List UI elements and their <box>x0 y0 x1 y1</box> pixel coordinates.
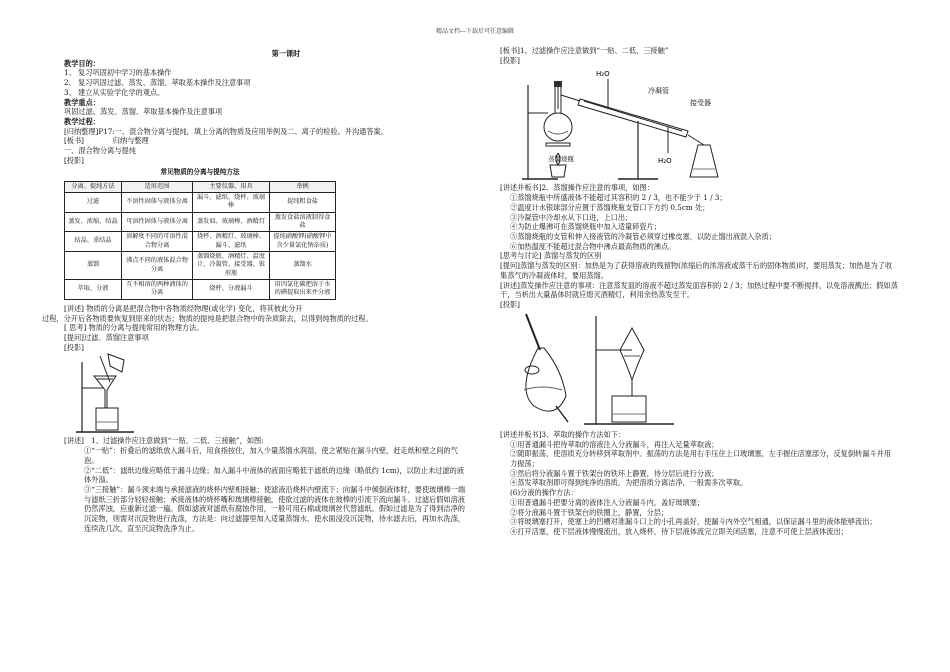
table-cell: 结晶、重结晶 <box>65 232 122 252</box>
extraction-diagram <box>504 310 704 430</box>
table-cell: 烧杯、酒精灯、玻璃棒、漏斗、滤纸 <box>193 232 270 252</box>
distill-rule: ⑤蒸馏烧瓶的支管和伸入接液管的冷凝管必须穿过橡皮塞，以防止馏出液混入杂质； <box>510 232 776 242</box>
explain-line: [讲述] 物质的分离是把混合物中各物质经物理(或化学) 变化，将其彼此分开 <box>64 303 303 313</box>
board-line: [板书]1、过滤操作应注意做到“一贴、二低、三接触” <box>500 46 669 55</box>
table-cell: 烧杯、分液漏斗 <box>193 280 270 300</box>
label-receiver: 接受器 <box>690 99 711 108</box>
discussion-line: [思考与讨论] 蒸馏与蒸发的区别 <box>500 251 602 261</box>
filter-rule-two: ②“二低”：滤纸边缘应略低于漏斗边缘；加入漏斗中液体的液面应略低于滤纸的边缘（略低约 1cm)，以防止未过滤的液体外溢。 <box>84 465 465 485</box>
filter-rule-three: ③“三接触”：漏斗颈末端与承接滤液的烧杯内壁相接触；使滤液沿烧杯内壁流下；向漏斗中倾倒液体时，要使玻璃棒一端与滤纸三折部分轻轻接触；承接液体的烧杯嘴和玻璃棒接触，使欲过滤的液体在玻棒的引流下流向漏斗。过滤后假如溶液仍然浑浊，应重新过滤一遍。假如滤液对滤纸有腐蚀作用，一般可用石棉或玻璃丝代替滤纸。假如过滤是为了得到洁净的沉淀物，则需对沉淀物进行洗涤，方法是：向过滤器里加入适量蒸馏水，使水面浸没沉淀物，待水滤去后，再加水洗涤，连续洗几次，直至沉淀物洗净为止。 <box>84 485 466 533</box>
distill-rule: ④为防止爆沸可在蒸馏烧瓶中加入适量碎瓷片； <box>510 222 661 232</box>
right-column <box>500 46 898 537</box>
extraction-heading: [讲述并板书]3、萃取的操作方法如下： <box>500 429 626 439</box>
separation-step: ①用普通漏斗把要分离的液体注入分液漏斗内，盖好玻璃塞； <box>510 497 705 507</box>
table-row <box>65 280 336 300</box>
table-cell: 不溶性固体与液体分离 <box>122 192 193 212</box>
table-cell: 蒸馏水 <box>270 252 336 280</box>
extraction-step: ②随即振荡，使溶质充分转移到萃取剂中。振荡的方法是用右手压住上口玻璃塞，左手握住活塞部分，反复倒转漏斗并用力振荡； <box>510 449 891 468</box>
board-line: [板书] 归纳与整理 <box>64 136 149 146</box>
label-h2o-bottom: H₂O <box>658 157 672 166</box>
process-heading: 教学过程： <box>64 117 100 127</box>
table-row <box>65 212 336 232</box>
key-heading: 教学重点： <box>64 97 100 107</box>
table-row <box>65 192 336 212</box>
separation-step: ③将玻璃塞打开，使塞上的凹槽对准漏斗口上的小孔再盖好，使漏斗内外空气相通，以保证漏斗里的液体能够流出； <box>510 517 877 527</box>
extraction-step: ④蒸发萃取剂即可得到纯净的溶质。为把溶质分离洁净，一般需多次萃取。 <box>510 478 748 488</box>
table-header-cell: 分离、提纯方法 <box>65 181 122 192</box>
distill-vs-evaporate: [提问]蒸馏与蒸发的区别：加热是为了获得溶液的残留物(浓缩后的浓溶液或蒸干后的固体物质)时，要用蒸发；加热是为了收集蒸气的冷凝液体时，要用蒸馏。 <box>500 261 893 280</box>
filtration-diagram <box>70 352 140 436</box>
separation-table <box>64 181 336 300</box>
question-line: [提问]过滤、蒸馏注意事项 <box>64 332 149 342</box>
extraction-step: ③然后将分液漏斗置于铁架台的铁环上静置，待分层后进行分液； <box>510 468 719 478</box>
explain-line: 过程，分开后各物质要恢复到原来的状态；物质的提纯是把混合物中的杂质除去，以得到纯物质的过程。 <box>42 313 373 323</box>
key-text: 巩固过滤、蒸发、蒸馏、萃取基本操作及注意事项 <box>64 107 223 117</box>
distillation-diagram <box>518 65 748 183</box>
table-cell: 蒸发皿、玻璃棒、酒精灯 <box>193 212 270 232</box>
goal-item: 2、 复习巩固过滤、蒸发、蒸馏、萃取基本操作及注意事项 <box>64 78 251 88</box>
separation-heading: (6)分液的操作方法： <box>510 488 578 498</box>
goals-heading: 教学目的： <box>64 58 100 68</box>
table-row <box>65 252 336 280</box>
table-cell: 漏斗、滤纸、烧杯、玻璃棒 <box>193 192 270 212</box>
distill-rule: ①蒸馏烧瓶中所盛液体不能超过其容积的 2 / 3，也不能少于 1 / 3； <box>510 193 727 203</box>
evaporation-rules: [讲述]蒸发操作应注意的事项：注意蒸发皿的溶液不超过蒸发皿容积的 2 / 3；加热过程中要不断搅拌，以免溶液溅出；假如蒸干，当析出大量晶体时就应熄灭酒精灯，利用余热蒸发至干。 <box>500 280 898 300</box>
label-h2o-top: H₂O <box>596 70 610 79</box>
table-cell: 蒸发、浓缩、结晶 <box>65 212 122 232</box>
separation-step: ④打开活塞，使下层液体慢慢流出，放入烧杯，待下层液体流完立即关闭活塞，注意不可使上层液体流出； <box>510 526 848 536</box>
distill-rule: ③冷凝管中冷却水从下口进，上口出； <box>510 212 633 222</box>
goal-item: 1、 复习巩固初中学习的基本操作 <box>64 68 172 78</box>
table-cell: 提纯硝酸钾(硝酸钾中含少量氯化钠杂质) <box>270 232 336 252</box>
distill-rule: ②温度计水银球部分应置于蒸馏烧瓶支管口下方约 0.5cm 处； <box>510 202 710 212</box>
filter-rule-one: ①“一贴”：折叠后的滤纸放入漏斗后，用食指按住，加入少量蒸馏水润湿，使之紧贴在漏斗内壁，赶走纸和壁之间的气泡。 <box>84 446 458 465</box>
table-caption: 常见物质的分离与提纯方法 <box>160 167 240 176</box>
table-cell: 蒸发食盐溶液制得食盐 <box>270 212 336 232</box>
table-cell: 蒸馏烧瓶、酒精灯、温度计、冷凝管、接受器、锥形瓶 <box>193 252 270 280</box>
table-cell: 互不相溶的两种液体的分离 <box>122 280 193 300</box>
projection-label: [投影] <box>64 155 84 165</box>
projection-label: [投影] <box>500 55 520 65</box>
separation-step: ②将分液漏斗置于铁架台的铁圈上，静置，分层； <box>510 507 669 517</box>
distill-rule: ⑥加热温度不能超过混合物中沸点最高物质的沸点。 <box>510 241 676 251</box>
table-header-row <box>65 181 336 192</box>
lesson-title: 第一课时 <box>271 49 301 58</box>
section-heading: 一、混合物分离与提纯 <box>64 146 136 156</box>
table-cell: 沸点不同的液体混合物分离 <box>122 252 193 280</box>
goal-item: 3、 建立从实验学化学的观点。 <box>64 87 165 97</box>
table-cell: 可溶性固体与液体分离 <box>122 212 193 232</box>
table-cell: 蒸馏 <box>65 252 122 280</box>
label-condenser: 冷凝管 <box>648 87 669 96</box>
table-header-cell: 适用范围 <box>122 181 193 192</box>
extraction-step: ①用普通漏斗把待萃取的溶液注入分液漏斗，再注入足量萃取液； <box>510 439 719 449</box>
left-column <box>42 46 468 534</box>
projection-label: [投影] <box>64 342 84 352</box>
summary-line: [归纳整理]P17:一、混合物分离与提纯，填上分离的物质及应用举例及二、离子的检验。并沟通答案。 <box>64 126 388 136</box>
projection-label: [投影] <box>500 300 520 310</box>
table-header-cell: 主要仪器、用具 <box>193 181 270 192</box>
table-cell: 用四氯化碳把溶于水的碘提取出来并分液 <box>270 280 336 300</box>
page-header: 精品文档---下载后可任意编辑 <box>435 28 515 35</box>
table-cell: 过滤 <box>65 192 122 212</box>
think-line: [ 思考] 物质的分离与提纯常用的物理方法。 <box>64 323 204 333</box>
table-cell: 提纯粗食盐 <box>270 192 336 212</box>
distill-heading: [讲述并板书]2、蒸馏操作应注意的事项，如图： <box>500 183 654 193</box>
table-row <box>65 232 336 252</box>
table-cell: 溶解度不同的可溶性混合物分离 <box>122 232 193 252</box>
label-flask: 蒸馏烧瓶 <box>548 155 574 164</box>
table-cell: 萃取、分液 <box>65 280 122 300</box>
filter-rule-heading: [讲述] 1、过滤操作应注意做到“一贴、二低、三接触”，如图: <box>64 436 264 446</box>
table-header-cell: 举例 <box>270 181 336 192</box>
